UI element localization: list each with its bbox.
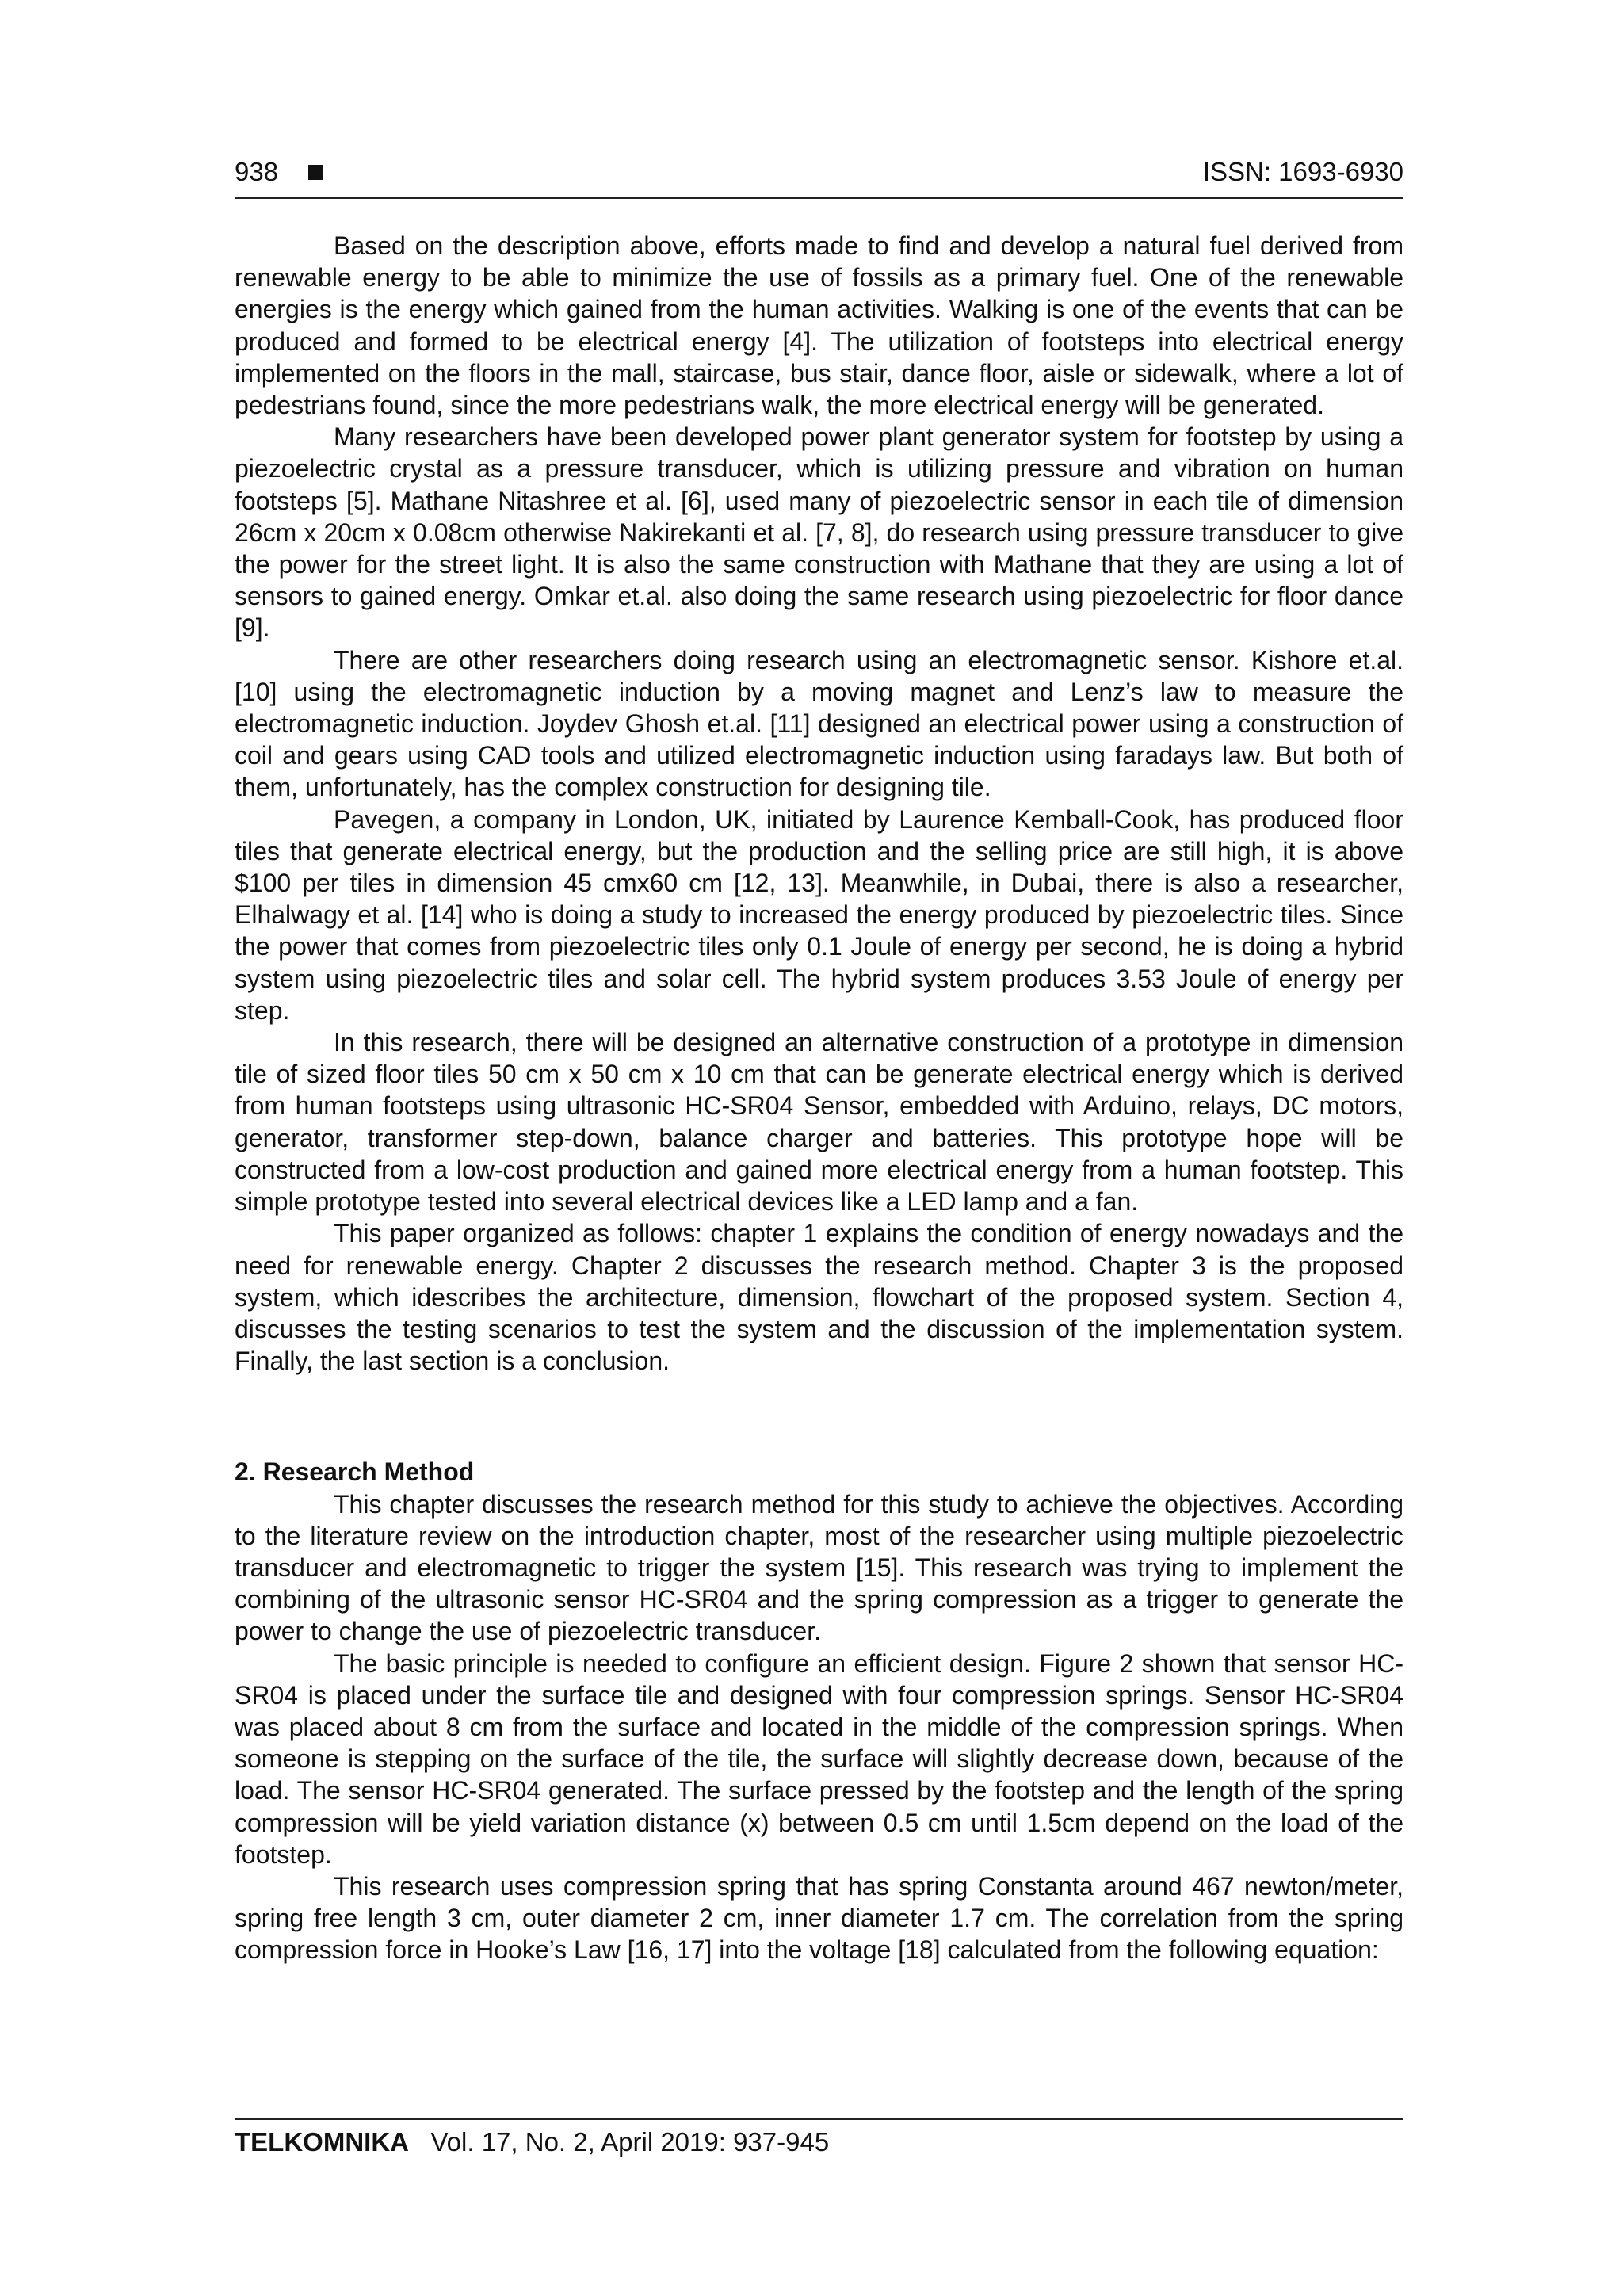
footer-citation: Vol. 17, No. 2, April 2019: 937-945 — [416, 2127, 830, 2157]
running-header — [235, 155, 1403, 199]
paragraph-intro-5: In this research, there will be designed an alternative construction of a prototype in dimension tile of sized floor tiles 50 cm x 50 cm x 10 cm that can be generate electrical energy which is derived from human footsteps using ultrasonic HC-SR04 Sensor, embedded with Arduino, relays, DC motors, generator, transformer step-down, balance charger and batteries. This prototype hope will be constructed from a low-cost production and gained more electrical energy from a human footstep. This simple prototype tested into several electrical devices like a LED lamp and a fan. — [235, 1028, 1403, 1217]
paragraph-intro-6: This paper organized as follows: chapter 1 explains the condition of energy nowadays and the need for renewable energy. Chapter 2 discusses the research method. Chapter 3 is the proposed system, which idescribes the architecture, dimension, flowchart of the proposed system. Section 4, discusses the testing scenarios to test the system and the discussion of the implementation system. Finally, the last section is a conclusion. — [235, 1219, 1403, 1376]
page-number: 938 — [235, 157, 279, 186]
paragraph-intro-2: Many researchers have been developed power plant generator system for footstep by using a piezoelectric crystal as a pressure transducer, which is utilizing pressure and vibration on human footsteps [5]. Mathane Nitashree et al. [6], used many of piezoelectric sensor in each tile of dimension 26cm x 20cm x 0.08cm otherwise Nakirekanti et al. [7, 8], do research using pressure transducer to give the power for the street light. It is also the same construction with Mathane that they are using a lot of sensors to gained energy. Omkar et.al. also doing the same research using piezoelectric for floor dance [9]. — [235, 422, 1403, 643]
paragraph-method-1: This chapter discusses the research method for this study to achieve the objectives. According to the literature review on the introduction chapter, most of the researcher using multiple piezoelectric transducer and electromagnetic to trigger the system [15]. This research was trying to implement the combining of the ultrasonic sensor HC-SR04 and the spring compression as a trigger to generate the power to change the use of piezoelectric transducer. — [235, 1489, 1403, 1646]
running-footer — [235, 2118, 1403, 2158]
paragraph-intro-1: Based on the description above, efforts made to find and develop a natural fuel derived from renewable energy to be able to minimize the use of fossils as a primary fuel. One of the renewable energies is the energy which gained from the human activities. Walking is one of the events that can be produced and formed to be electrical energy [4]. The utilization of footsteps into electrical energy implemented on the floors in the mall, staircase, bus stair, dance floor, aisle or sidewalk, where a lot of pedestrians found, since the more pedestrians walk, the more electrical energy will be generated. — [235, 231, 1403, 420]
issn-label: ISSN: 1693-6930 — [1202, 157, 1403, 186]
header-left — [235, 155, 323, 189]
black-square-icon — [308, 165, 323, 180]
body-text — [235, 230, 1403, 1966]
paragraph-method-2: The basic principle is needed to configure an efficient design. Figure 2 shown that sensor HC-SR04 is placed under the surface tile and designed with four compression springs. Sensor HC-SR04 was placed about 8 cm from the surface and located in the middle of the compression springs. When someone is stepping on the surface of the tile, the surface will slightly decrease down, because of the load. The sensor HC-SR04 generated. The surface pressed by the footstep and the length of the spring compression will be yield variation distance (x) between 0.5 cm until 1.5cm depend on the load of the footstep. — [235, 1648, 1403, 1869]
section-gap — [235, 1377, 1403, 1456]
paragraph-method-3: This research uses compression spring that has spring Constanta around 467 newton/meter, spring free length 3 cm, outer diameter 2 cm, inner diameter 1.7 cm. The correlation from the spring compression force in Hooke’s Law [16, 17] into the voltage [18] calculated from the following equation: — [235, 1871, 1403, 1965]
paragraph-intro-4: Pavegen, a company in London, UK, initiated by Laurence Kemball-Cook, has produced floor tiles that generate electrical energy, but the production and the selling price are still high, it is above $100 per tiles in dimension 45 cmx60 cm [12, 13]. Meanwhile, in Dubai, there is also a researcher, Elhalwagy et al. [14] who is doing a study to increased the energy produced by piezoelectric tiles. Since the power that comes from piezoelectric tiles only 0.1 Joule of energy per second, he is doing a hybrid system using piezoelectric tiles and solar cell. The hybrid system produces 3.53 Joule of energy per step. — [235, 804, 1403, 1025]
section-heading-research-method: 2. Research Method — [235, 1457, 475, 1487]
footer-journal-name: TELKOMNIKA — [235, 2127, 409, 2157]
paragraph-intro-3: There are other researchers doing research using an electromagnetic sensor. Kishore et.al. [10] using the electromagnetic induction by a moving magnet and Lenz’s law to measure the electromagnetic induction. Joydev Ghosh et.al. [11] designed an electrical power using a construction of coil and gears using CAD tools and utilized electromagnetic induction using faradays law. But both of them, unfortunately, has the complex construction for designing tile. — [235, 645, 1403, 802]
